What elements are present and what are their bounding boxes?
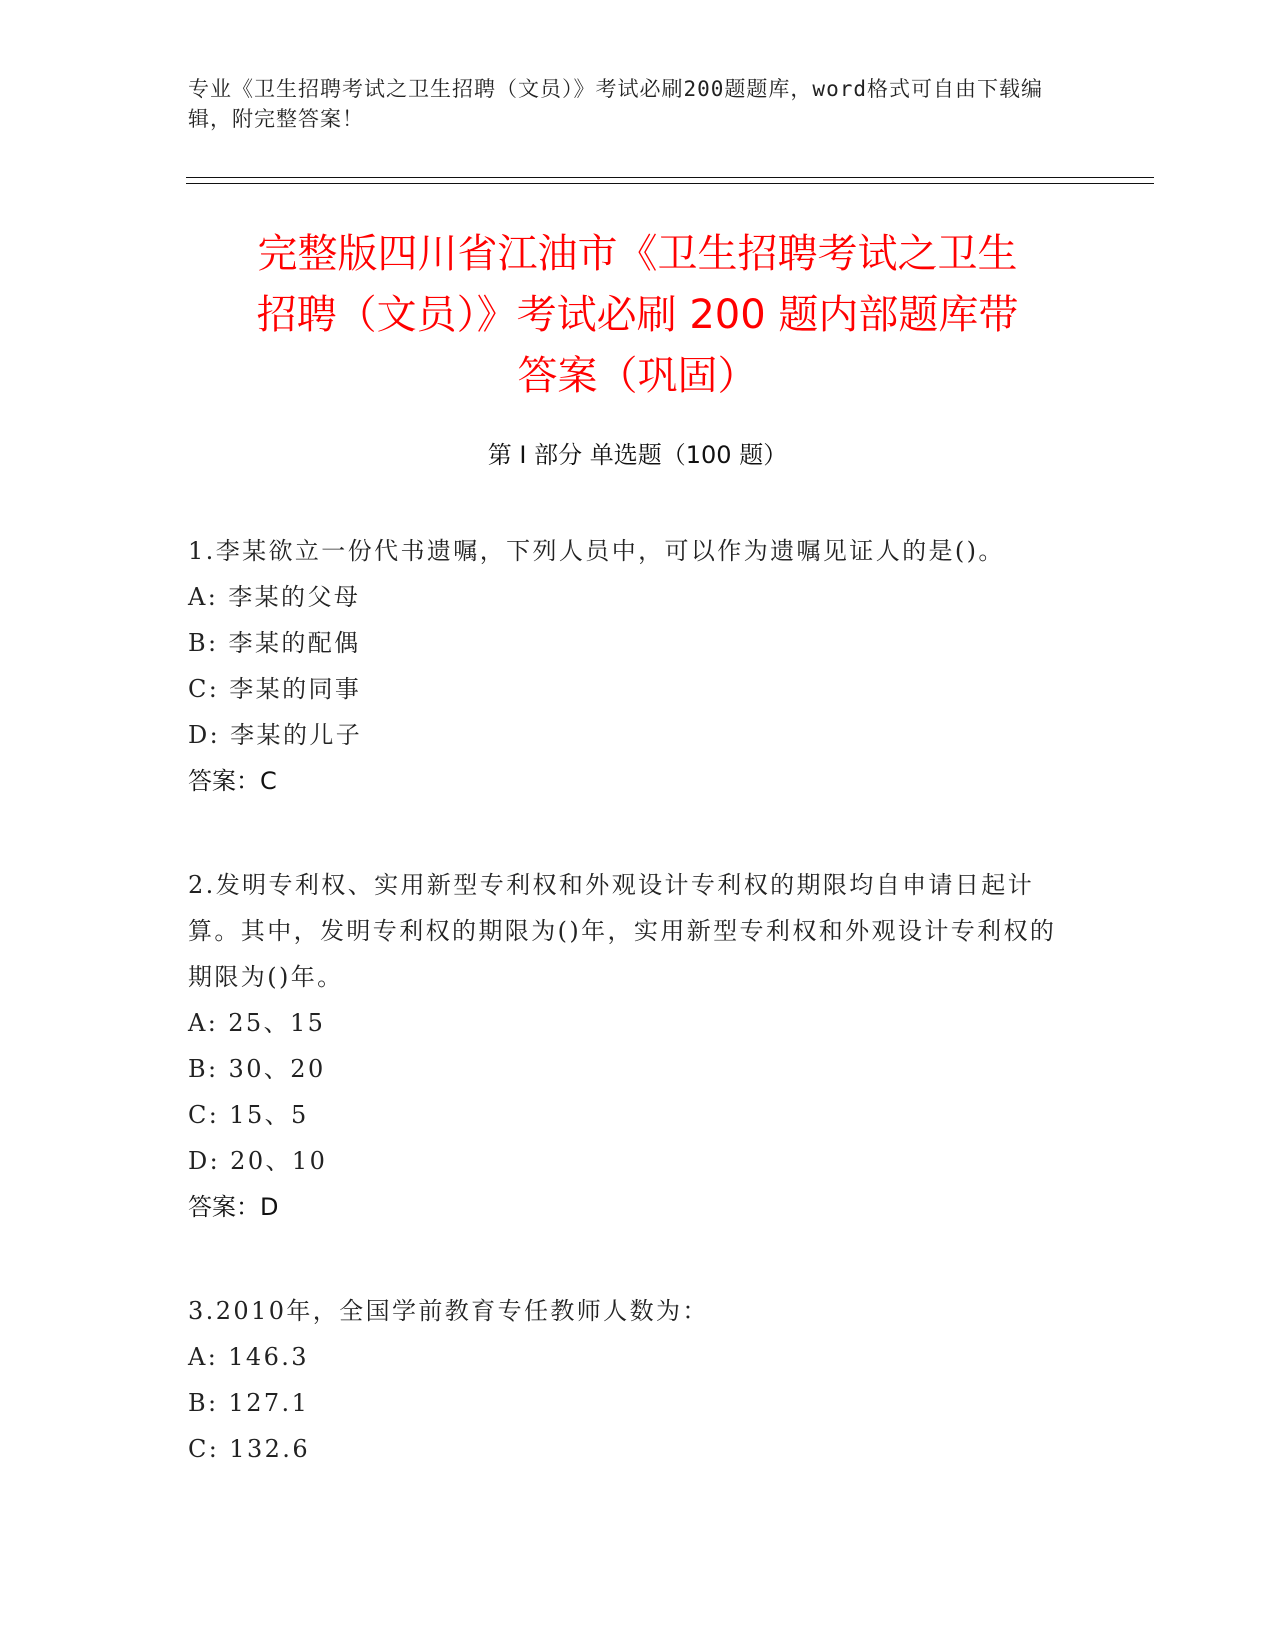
title-line-1: 完整版四川省江油市《卫生招聘考试之卫生 [257, 231, 1018, 277]
option-b: B: 李某的配偶 [188, 629, 361, 657]
question-list [188, 528, 1068, 1530]
document-title [150, 224, 1125, 407]
option-a: A: 146.3 [188, 1343, 309, 1371]
option-b: B: 30、20 [188, 1055, 326, 1083]
section-heading: 第 I 部分 单选题（100 题） [487, 441, 788, 469]
option-d: D: 李某的儿子 [188, 721, 363, 749]
question-1 [188, 528, 1068, 804]
title-line-3: 答案（巩固） [517, 353, 758, 399]
title-line-2: 招聘（文员）》考试必刷 200 题内部题库带 [256, 292, 1019, 338]
answer: 答案：C [188, 767, 277, 795]
option-b: B: 127.1 [188, 1389, 310, 1417]
question-stem: 3.2010年，全国学前教育专任教师人数为： [188, 1297, 709, 1325]
answer: 答案：D [188, 1193, 279, 1221]
question-3 [188, 1288, 1068, 1472]
option-a: A: 25、15 [188, 1009, 326, 1037]
option-c: C: 132.6 [188, 1435, 310, 1463]
option-c: C: 15、5 [188, 1101, 309, 1129]
option-c: C: 李某的同事 [188, 675, 362, 703]
header-rule-top [186, 177, 1154, 178]
header-note: 专业《卫生招聘考试之卫生招聘（文员）》考试必刷200题题库，word格式可自由下载编辑，附完整答案！ [188, 77, 1043, 131]
question-stem: 2.发明专利权、实用新型专利权和外观设计专利权的期限均自申请日起计算。其中，发明专利权的期限为()年，实用新型专利权和外观设计专利权的期限为()年。 [188, 871, 1057, 991]
option-d: D: 20、10 [188, 1147, 328, 1175]
question-stem: 1.李某欲立一份代书遗嘱，下列人员中，可以作为遗嘱见证人的是()。 [188, 537, 1005, 565]
question-2 [188, 862, 1068, 1230]
option-a: A: 李某的父母 [188, 583, 361, 611]
header-rule-bottom [186, 183, 1154, 184]
